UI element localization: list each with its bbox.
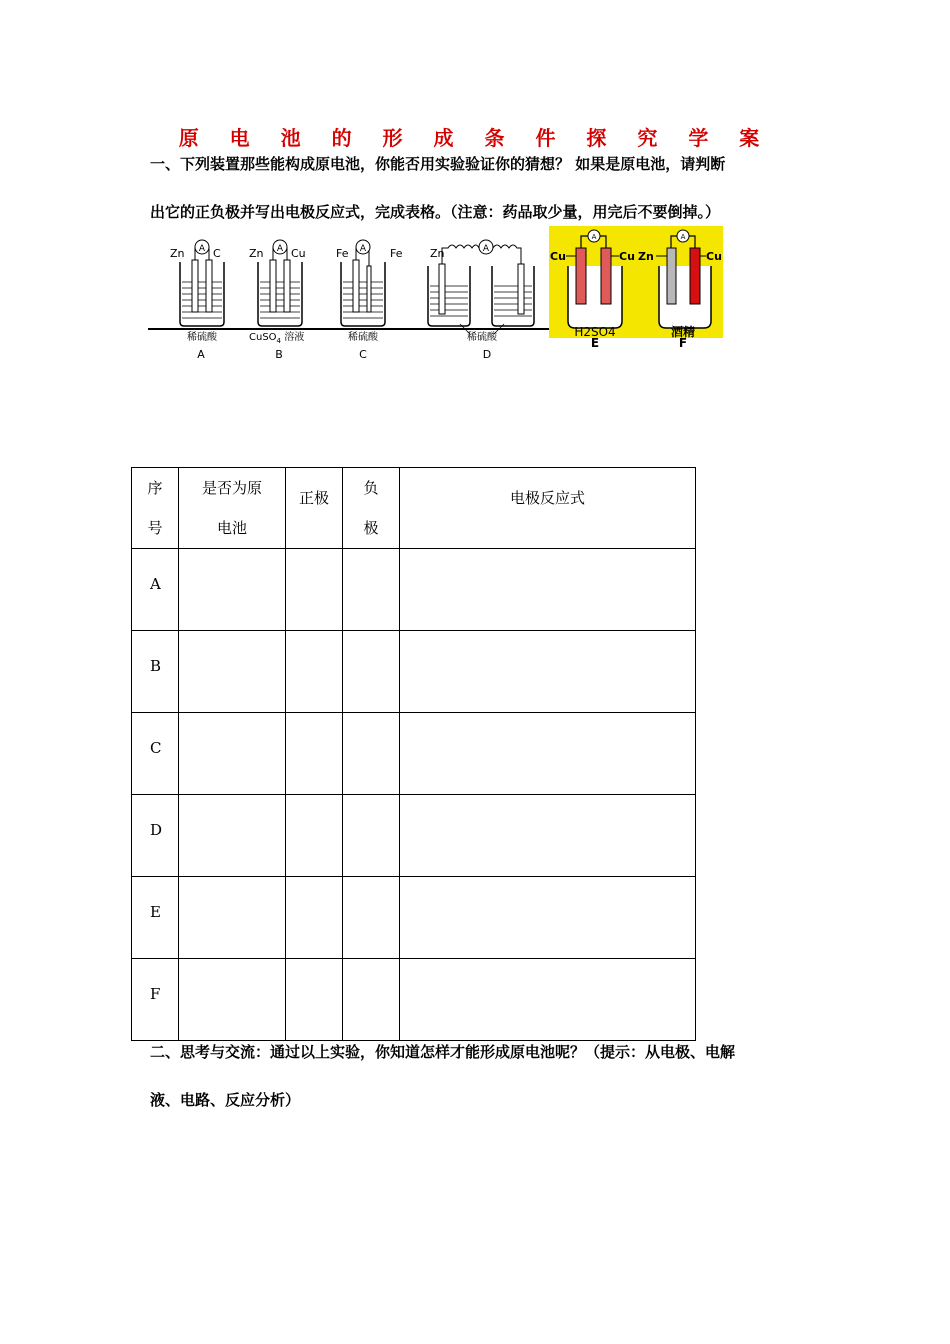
equation-field[interactable] xyxy=(400,877,696,959)
header-positive: 正极 xyxy=(286,468,343,549)
solution-b: CuSO$_4$ 溶液 xyxy=(249,332,305,345)
electrode-d-left: Zn xyxy=(430,247,445,260)
electrode-a-left: Zn xyxy=(170,247,185,260)
electrode-b-right: Cu xyxy=(291,247,306,260)
negative-field[interactable] xyxy=(343,549,400,631)
label-c: C xyxy=(359,348,367,361)
electrode-c-left: Fe xyxy=(336,247,349,260)
label-f: F xyxy=(678,336,688,350)
equation-field[interactable] xyxy=(400,713,696,795)
is-cell-field[interactable] xyxy=(179,877,286,959)
table-row xyxy=(132,795,696,877)
question-2-line-2: 液、电路、反应分析） xyxy=(150,1091,301,1109)
ammeter-b-symbol: A xyxy=(276,244,284,254)
table-row xyxy=(132,549,696,631)
solution-a: 稀硫酸 xyxy=(187,332,217,343)
is-cell-field[interactable] xyxy=(179,713,286,795)
equation-field[interactable] xyxy=(400,549,696,631)
negative-field[interactable] xyxy=(343,713,400,795)
is-cell-field[interactable] xyxy=(179,549,286,631)
electrode-b-left: Zn xyxy=(249,247,264,260)
positive-field[interactable] xyxy=(286,795,343,877)
electrode-c-extra: Fe xyxy=(390,247,403,260)
equation-field[interactable] xyxy=(400,795,696,877)
header-index: 序 号 xyxy=(132,468,179,549)
solution-c: 稀硫酸 xyxy=(348,332,378,343)
label-a: A xyxy=(197,348,205,361)
page-title: 原 电 池 的 形 成 条 件 探 究 学 案 xyxy=(178,126,772,150)
label-e: E xyxy=(590,336,600,350)
label-b: B xyxy=(275,348,283,361)
table-row xyxy=(132,713,696,795)
electrode-f-right: Cu xyxy=(706,250,722,263)
question-1-line-2: 出它的正负极并写出电极反应式，完成表格。（注意：药品取少量，用完后不要倒掉。） xyxy=(150,203,721,221)
header-is-cell: 是否为原 电池 xyxy=(179,468,286,549)
row-label: B xyxy=(132,631,179,713)
beaker-c xyxy=(336,240,403,361)
beaker-b xyxy=(249,240,306,361)
ammeter-f-symbol: A xyxy=(680,233,686,241)
experiment-apparatus-figure xyxy=(148,226,728,366)
row-label: E xyxy=(132,877,179,959)
header-equation: 电极反应式 xyxy=(400,468,696,549)
beaker-d xyxy=(428,240,534,361)
electrode-e-right: Cu xyxy=(619,250,635,263)
table-header-row xyxy=(132,468,696,549)
is-cell-field[interactable] xyxy=(179,631,286,713)
ammeter-c-symbol: A xyxy=(359,244,367,254)
solution-e: H2SO4 xyxy=(574,325,616,339)
positive-field[interactable] xyxy=(286,631,343,713)
negative-field[interactable] xyxy=(343,631,400,713)
electrode-f-left: Zn xyxy=(638,250,654,263)
electrode-e-left: Cu xyxy=(550,250,566,263)
question-2 xyxy=(150,1028,810,1124)
question-1 xyxy=(150,140,810,236)
question-1-line-1: 一、下列装置那些能构成原电池，你能否用实验验证你的猜想？ 如果是原电池，请判断 xyxy=(150,155,726,173)
row-label: F xyxy=(132,959,179,1041)
panel-e-f xyxy=(549,226,723,350)
label-d: D xyxy=(482,348,492,361)
negative-field[interactable] xyxy=(343,877,400,959)
electrode-a-right: C xyxy=(213,247,221,260)
row-label: D xyxy=(132,795,179,877)
ammeter-e-symbol: A xyxy=(591,233,597,241)
ammeter-a-symbol: A xyxy=(198,244,206,254)
ammeter-d-symbol: A xyxy=(482,244,490,254)
solution-d: 稀硫酸 xyxy=(467,332,497,343)
equation-field[interactable] xyxy=(400,631,696,713)
solution-f: 酒精 xyxy=(670,325,696,339)
row-label: C xyxy=(132,713,179,795)
negative-field[interactable] xyxy=(343,795,400,877)
results-table xyxy=(131,467,696,1041)
is-cell-field[interactable] xyxy=(179,795,286,877)
table-row xyxy=(132,877,696,959)
table-row xyxy=(132,631,696,713)
question-2-line-1: 二、思考与交流：通过以上实验，你知道怎样才能形成原电池呢？（提示：从电极、电解 xyxy=(150,1043,736,1061)
header-negative: 负 极 xyxy=(343,468,400,549)
positive-field[interactable] xyxy=(286,877,343,959)
beaker-a xyxy=(170,240,224,361)
positive-field[interactable] xyxy=(286,713,343,795)
positive-field[interactable] xyxy=(286,549,343,631)
row-label: A xyxy=(132,549,179,631)
